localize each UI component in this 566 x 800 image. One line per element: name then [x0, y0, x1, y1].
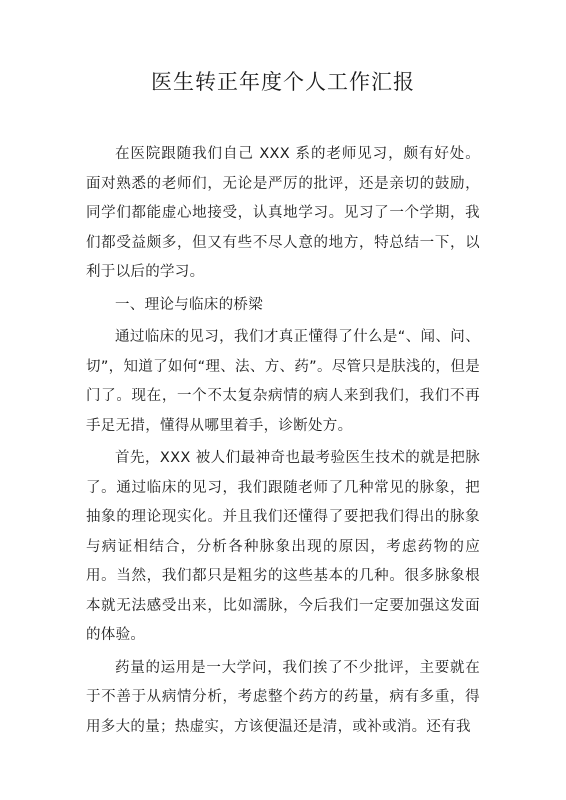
paragraph-clinical-bridge: 通过临床的见习，我们才真正懂得了什么是“、闻、问、切”，知道了如何“理、法、方、药”。尽管只是肤浅的，但是门了。现在，一个不太复杂病情的病人来到我们，我们不再手足无措，懂得从哪里着手，诊断处方。: [86, 329, 480, 434]
paragraph-pulse: 首先，XXX 被人们最神奇也最考验医生技术的就是把脉了。通过临床的见习，我们跟随老师了几种常见的脉象，把抽象的理论现实化。并且我们还懂得了要把我们得出的脉象与病证相结合，分析各种脉象出现的原因，考虑药物的应用。当然，我们都只是粗劣的这些基本的几种。很多脉象根本就无法感受出来，比如濡脉，今后我们一定要加强这发面的体验。: [86, 450, 480, 643]
paragraph-intro: 在医院跟随我们自己 XXX 系的老师见习，颇有好处。面对熟悉的老师们，无论是严厉的批评，还是亲切的鼓励，同学们都能虚心地接受，认真地学习。见习了一个学期，我们都受益颇多，但又有些不尽人意的地方，特总结一下，以利于以后的学习。: [86, 146, 480, 280]
section-heading: 一、理论与临床的桥梁: [115, 296, 263, 313]
document-title: 医生转正年度个人工作汇报: [151, 70, 415, 94]
document-body: [86, 140, 480, 745]
paragraph-dosage: 药量的运用是一大学问，我们挨了不少批评，主要就在于不善于从病情分析，考虑整个药方的药量，病有多重，得用多大的量；热虚实，方该便温还是清，或补或消。还有我: [86, 659, 480, 735]
